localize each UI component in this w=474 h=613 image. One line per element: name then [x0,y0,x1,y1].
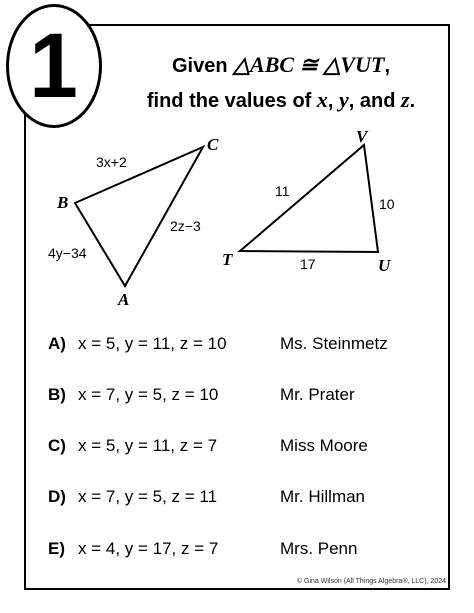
choice-answer: x = 7, y = 5, z = 10 [78,385,219,404]
triangle-abc [48,135,219,309]
prompt-period: . [409,90,416,112]
choice-letter: D) [48,487,66,506]
variable-z: z [401,87,410,112]
copyright-notice: © Gina Wilson (All Things Algebra®, LLC), 2024 [296,578,446,585]
question-number: 1 [29,15,79,117]
vertex-a-label: A [118,290,130,309]
triangle-abc-shape [75,147,203,286]
triangle-tuv [222,127,395,275]
prompt-separator-2: , and [348,90,402,112]
side-vu-label: 10 [379,196,395,212]
vertex-v-label: V [356,127,368,146]
choice-answer: x = 5, y = 11, z = 10 [78,334,227,353]
variable-y: y [339,87,349,112]
choice-answer: x = 4, y = 17, z = 7 [78,539,219,558]
prompt-separator-1: , [327,90,340,112]
vertex-u-label: U [378,256,391,275]
choice-letter: B) [48,385,66,404]
choice-name: Mrs. Penn [280,539,358,558]
variable-x: x [316,87,328,112]
vertex-c-label: C [207,135,219,154]
vertex-t-label: T [222,250,233,269]
side-tu-label: 17 [300,256,316,272]
side-ab-label: 4y−34 [48,245,87,261]
choice-answer: x = 7, y = 5, z = 11 [78,487,218,506]
congruence-statement: △ABC ≅ △VUT [233,52,385,77]
prompt-given-text: Given [172,55,234,77]
choice-name: Ms. Steinmetz [280,334,388,353]
choice-name: Miss Moore [280,436,368,455]
prompt-find-text: find the values of [146,90,317,112]
prompt-comma: , [384,55,390,77]
side-ca-label: 2z−3 [170,218,201,234]
side-bc-label: 3x+2 [96,154,127,170]
choice-name: Mr. Hillman [280,487,366,506]
choice-letter: E) [48,539,65,558]
side-tv-label: 11 [275,183,290,199]
choice-name: Mr. Prater [280,385,355,404]
choice-letter: A) [48,334,66,353]
triangle-tuv-shape [240,145,378,252]
choice-letter: C) [48,436,66,455]
vertex-b-label: B [57,193,69,212]
choice-answer: x = 5, y = 11, z = 7 [78,436,218,455]
